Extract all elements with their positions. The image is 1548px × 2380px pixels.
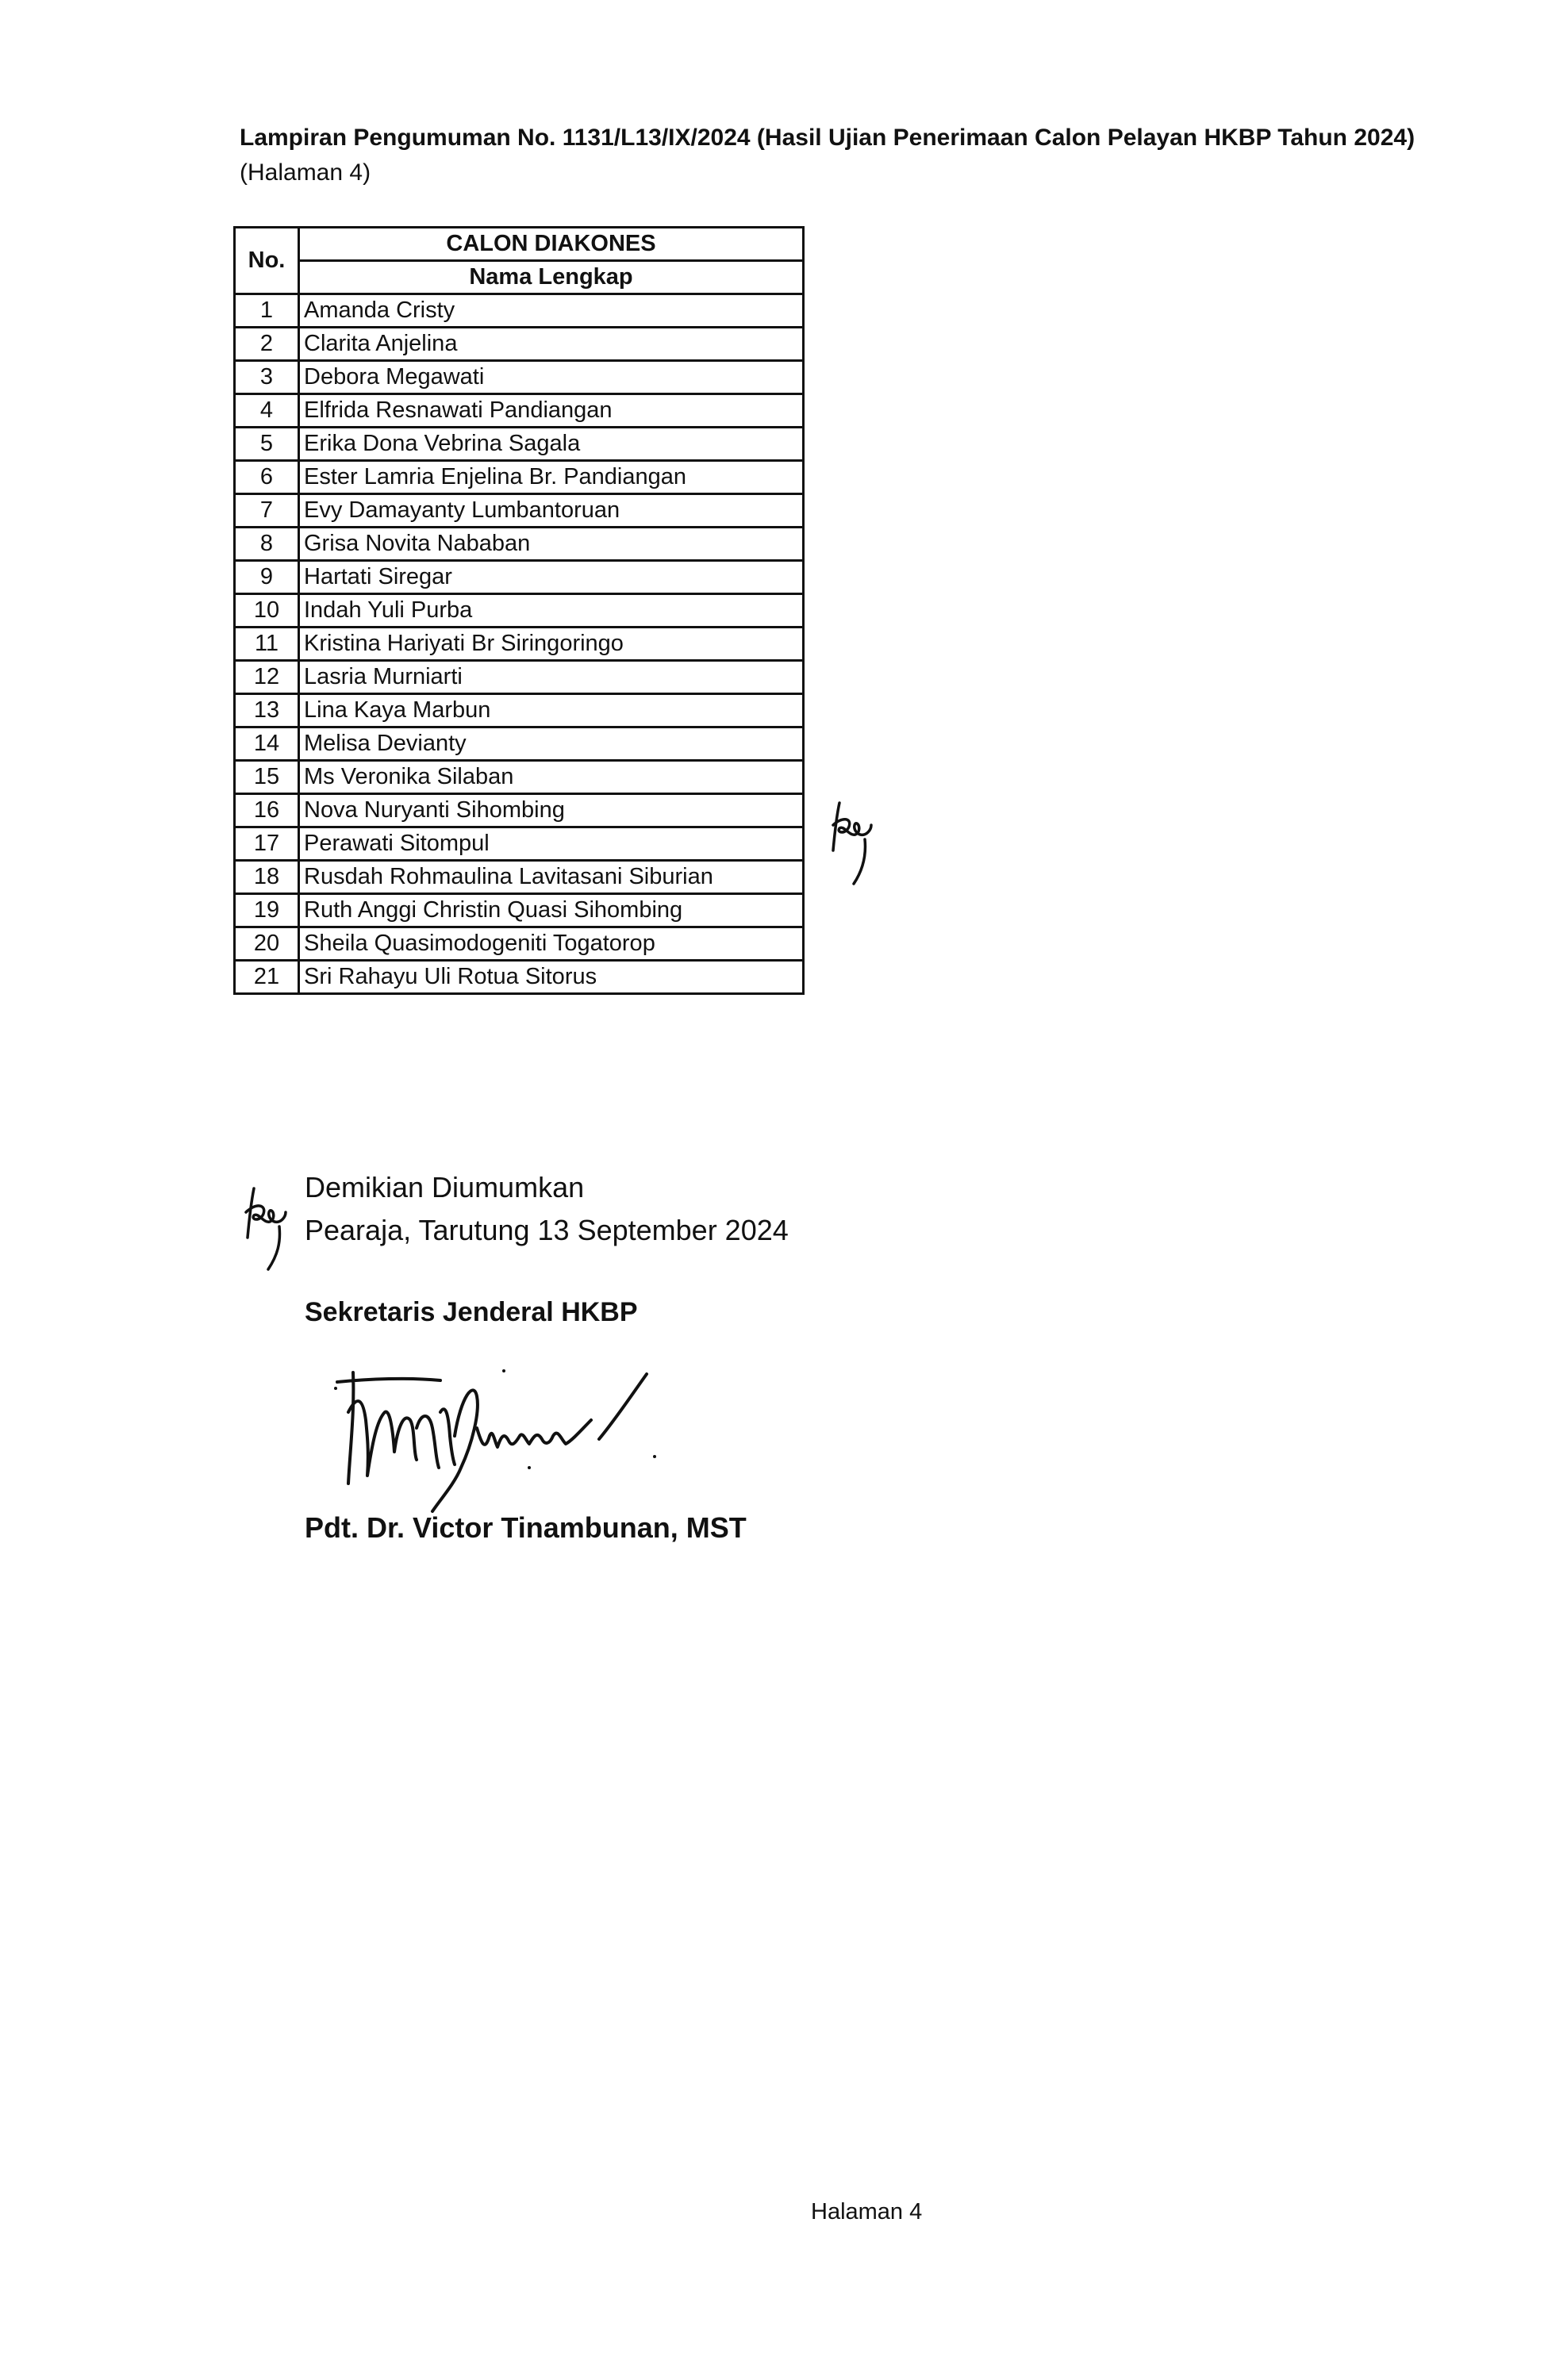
table-row — [235, 628, 804, 661]
row-number: 16 — [235, 794, 299, 827]
row-number: 18 — [235, 861, 299, 894]
handwritten-signature-icon — [321, 1365, 670, 1515]
page-note: (Halaman 4) — [240, 159, 371, 186]
candidate-name: Evy Damayanty Lumbantoruan — [299, 494, 804, 528]
row-number: 9 — [235, 561, 299, 594]
candidate-name: Ms Veronika Silaban — [299, 761, 804, 794]
row-number: 3 — [235, 361, 299, 394]
table-row — [235, 961, 804, 994]
table-row — [235, 394, 804, 428]
row-number: 7 — [235, 494, 299, 528]
row-number: 17 — [235, 827, 299, 861]
table-row — [235, 927, 804, 961]
table-row — [235, 794, 804, 827]
row-number: 10 — [235, 594, 299, 628]
row-number: 15 — [235, 761, 299, 794]
candidate-name: Hartati Siregar — [299, 561, 804, 594]
table-row — [235, 428, 804, 461]
row-number: 5 — [235, 428, 299, 461]
candidate-name: Erika Dona Vebrina Sagala — [299, 428, 804, 461]
table-body — [235, 294, 804, 994]
table-row — [235, 894, 804, 927]
candidate-name: Indah Yuli Purba — [299, 594, 804, 628]
row-number: 12 — [235, 661, 299, 694]
row-number: 11 — [235, 628, 299, 661]
table-row — [235, 861, 804, 894]
document-header — [240, 121, 1509, 190]
row-number: 20 — [235, 927, 299, 961]
row-number: 8 — [235, 528, 299, 561]
table-row — [235, 461, 804, 494]
candidate-name: Nova Nuryanti Sihombing — [299, 794, 804, 827]
signatory-title: Sekretaris Jenderal HKBP — [305, 1297, 638, 1327]
table-row — [235, 294, 804, 328]
candidate-name: Kristina Hariyati Br Siringoringo — [299, 628, 804, 661]
row-number: 14 — [235, 727, 299, 761]
document-title: Lampiran Pengumuman No. 1131/L13/IX/2024 (Hasil Ujian Penerimaan Calon Pelayan HKBP Tahun 2024) — [240, 125, 1415, 151]
candidate-name: Clarita Anjelina — [299, 328, 804, 361]
table-group-title: CALON DIAKONES — [299, 228, 804, 261]
paraf-initials-icon — [235, 1182, 298, 1273]
closing-statement — [305, 1166, 789, 1252]
closing-line-1: Demikian Diumumkan — [305, 1171, 585, 1203]
table-row — [235, 661, 804, 694]
row-number: 6 — [235, 461, 299, 494]
candidate-name: Amanda Cristy — [299, 294, 804, 328]
candidate-name: Lasria Murniarti — [299, 661, 804, 694]
table-row — [235, 528, 804, 561]
candidate-table — [233, 226, 805, 995]
table-row — [235, 827, 804, 861]
paraf-initials-icon — [825, 793, 881, 889]
candidate-name: Debora Megawati — [299, 361, 804, 394]
table-row — [235, 694, 804, 727]
candidate-name: Sri Rahayu Uli Rotua Sitorus — [299, 961, 804, 994]
row-number: 21 — [235, 961, 299, 994]
column-header-no: No. — [235, 228, 299, 294]
table-row — [235, 761, 804, 794]
table-row — [235, 594, 804, 628]
column-header-name: Nama Lengkap — [299, 261, 804, 294]
candidate-name: Perawati Sitompul — [299, 827, 804, 861]
candidate-name: Melisa Devianty — [299, 727, 804, 761]
closing-place-date: Pearaja, Tarutung 13 September 2024 — [305, 1214, 789, 1246]
candidate-name: Ester Lamria Enjelina Br. Pandiangan — [299, 461, 804, 494]
table-row — [235, 727, 804, 761]
table-row — [235, 494, 804, 528]
page-footer: Halaman 4 — [811, 2199, 923, 2225]
table-row — [235, 561, 804, 594]
row-number: 19 — [235, 894, 299, 927]
candidate-name: Ruth Anggi Christin Quasi Sihombing — [299, 894, 804, 927]
candidate-name: Sheila Quasimodogeniti Togatorop — [299, 927, 804, 961]
row-number: 13 — [235, 694, 299, 727]
signatory-name: Pdt. Dr. Victor Tinambunan, MST — [305, 1511, 747, 1544]
row-number: 4 — [235, 394, 299, 428]
table-row — [235, 361, 804, 394]
candidate-name: Elfrida Resnawati Pandiangan — [299, 394, 804, 428]
row-number: 2 — [235, 328, 299, 361]
candidate-name: Rusdah Rohmaulina Lavitasani Siburian — [299, 861, 804, 894]
candidate-name: Grisa Novita Nababan — [299, 528, 804, 561]
table-row — [235, 328, 804, 361]
row-number: 1 — [235, 294, 299, 328]
candidate-name: Lina Kaya Marbun — [299, 694, 804, 727]
